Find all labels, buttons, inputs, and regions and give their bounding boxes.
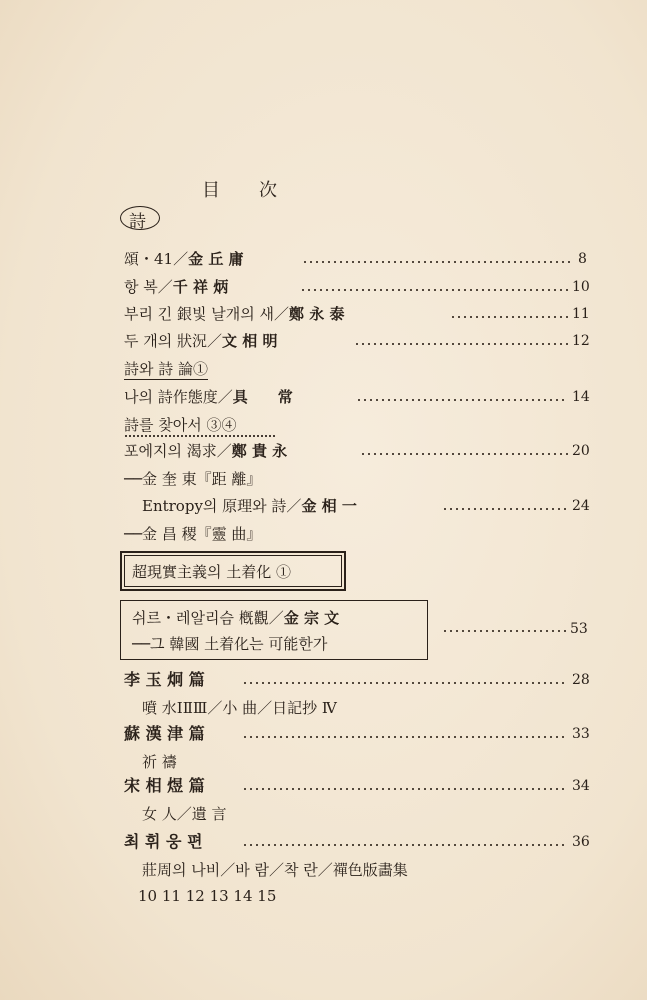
page-number: 12 <box>572 333 590 349</box>
subtitle-line: ──金 昌 稷『靈 曲』 <box>124 525 262 543</box>
page-number: 8 <box>578 251 587 267</box>
page-number: 34 <box>572 778 590 794</box>
poet-works: 女 人／遺 言 <box>142 805 227 823</box>
page-number: 10 <box>572 279 590 295</box>
toc-entry: 두 개의 狀況／文 相 明 12 <box>124 332 590 350</box>
poet-entry: 宋 相 煜 篇 34 <box>124 776 590 795</box>
boxed-entry-subtitle: ──그 韓國 土着化는 可能한가 <box>132 635 328 653</box>
page-number: 20 <box>572 443 590 459</box>
page-number: 11 <box>572 306 590 322</box>
dotted-underline <box>124 435 276 437</box>
page-number: 28 <box>572 672 590 688</box>
boxed-entry-title: 쉬르・레알리슴 槪觀／金 宗 文 <box>132 609 340 627</box>
subtitle-line: ──金 奎 東『距 離』 <box>124 470 262 488</box>
series-title-2: 詩를 찾아서 ③④ <box>124 416 237 434</box>
page-number: 14 <box>572 389 590 405</box>
toc-entry: 頌・41／金 丘 庸 8 <box>124 250 587 268</box>
toc-title: 目 次 <box>202 180 278 201</box>
toc-entry: 항 복／千 祥 炳 10 <box>124 278 590 296</box>
poet-works: 噴 水ⅠⅡⅢ／小 曲／日記抄 Ⅳ <box>142 699 337 717</box>
page-number: 36 <box>572 834 590 850</box>
poet-entry: 蘇 漢 津 篇 33 <box>124 724 590 743</box>
toc-entry: Entropy의 原理와 詩／金 相 一 24 <box>142 497 590 515</box>
poet-works-numbers: 10 11 12 13 14 15 <box>138 887 277 905</box>
poet-works: 祈 禱 <box>142 753 177 771</box>
poet-works: 莊周의 나비／바 람／착 란／禪色版畵集 <box>142 861 408 879</box>
boxed-series-label: 超現實主義의 土着化 ① <box>132 563 292 581</box>
toc-entry: 부리 긴 銀빛 날개의 새／鄭 永 泰 11 <box>124 305 590 323</box>
section-label: 詩 <box>129 212 146 232</box>
page-number: 24 <box>572 498 590 514</box>
toc-entry: 나의 詩作態度／具 常 14 <box>124 388 590 406</box>
toc-entry: 포에지의 渴求／鄭 貴 永 20 <box>124 442 590 460</box>
dot-leader <box>442 630 566 632</box>
poet-entry: 李 玉 炯 篇 28 <box>124 670 590 689</box>
poet-entry: 최 휘 웅 편 36 <box>124 832 590 851</box>
series-title-1: 詩와 詩 論① <box>124 360 209 378</box>
page-number: 33 <box>572 726 590 742</box>
page-number: 53 <box>570 621 588 637</box>
